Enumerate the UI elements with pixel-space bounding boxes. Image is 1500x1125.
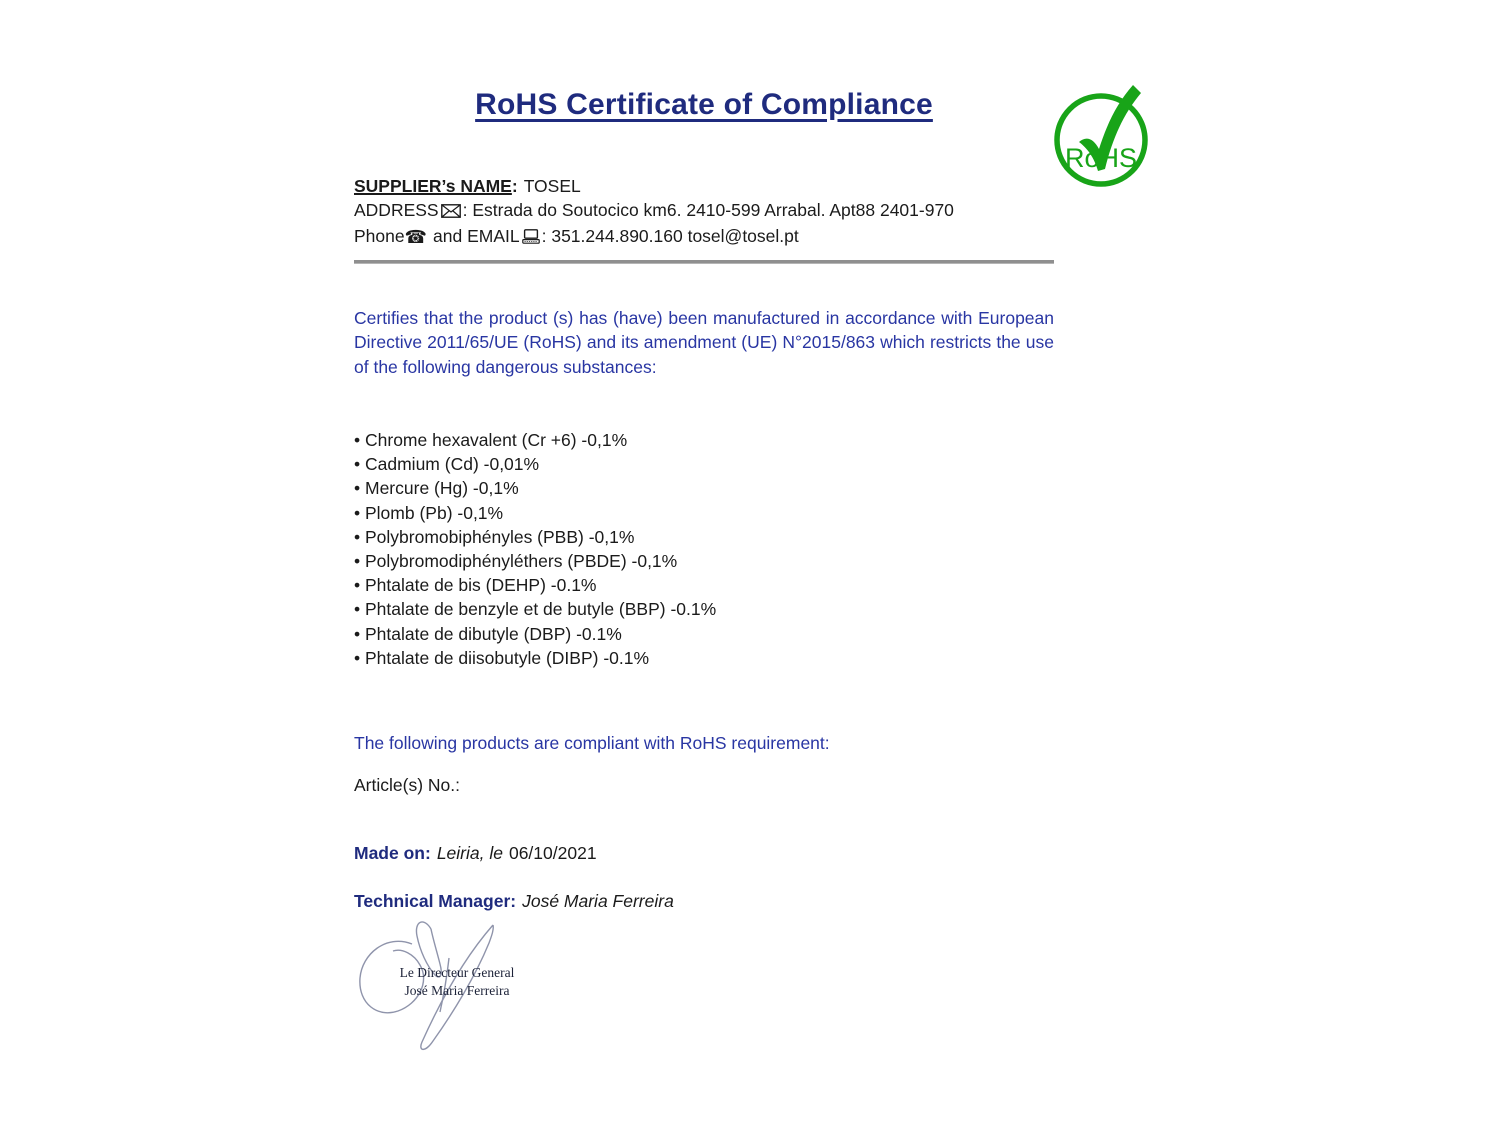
- substance-item: • Polybromobiphényles (PBB) -0,1%: [354, 525, 1054, 549]
- supplier-block: [354, 174, 1054, 250]
- signature-text: [382, 964, 532, 1000]
- articles-label: Article(s) No.:: [354, 775, 460, 795]
- substances-section: [354, 428, 1054, 670]
- substance-item: • Mercure (Hg) -0,1%: [354, 476, 1054, 500]
- supplier-name-line: [354, 174, 1054, 198]
- substance-item: • Phtalate de diisobutyle (DIBP) -0.1%: [354, 646, 1054, 670]
- page-title: RoHS Certificate of Compliance: [475, 88, 933, 121]
- substance-item: • Phtalate de bis (DEHP) -0.1%: [354, 573, 1054, 597]
- divider-line: [354, 260, 1054, 264]
- supplier-name-label: SUPPLIER’s NAME: [354, 176, 512, 196]
- substance-item: • Polybromodiphényléthers (PBDE) -0,1%: [354, 549, 1054, 573]
- technical-manager-name: José Maria Ferreira: [522, 891, 674, 911]
- address-value: Estrada do Soutocico km6. 2410-599 Arrabal. Apt88 2401-970: [472, 200, 954, 220]
- supplier-contact-line: [354, 224, 1054, 250]
- address-label: ADDRESS: [354, 200, 439, 220]
- substance-item: • Chrome hexavalent (Cr +6) -0,1%: [354, 428, 1054, 452]
- supplier-name-colon: :: [511, 176, 518, 196]
- made-on-line: [354, 843, 1054, 864]
- signature-block: [352, 916, 542, 1056]
- rohs-logo: [1053, 80, 1153, 188]
- address-separator: :: [462, 200, 473, 220]
- rohs-logo-label: RoHS: [1064, 143, 1138, 173]
- substance-item: • Phtalate de dibutyle (DBP) -0.1%: [354, 622, 1054, 646]
- made-on-label: Made on:: [354, 843, 431, 863]
- contact-value: 351.244.890.160 tosel@tosel.pt: [551, 226, 799, 246]
- phone-label: Phone: [354, 226, 405, 246]
- substance-item: • Plomb (Pb) -0,1%: [354, 501, 1054, 525]
- rohs-checkmark-icon: [1053, 80, 1153, 188]
- certification-statement: Certifies that the product (s) has (have) been manufactured in accordance with European Directive 2011/65/UE (RoHS) and its amendment (UE) N°2015/863 which restricts the use of the following dangerous substances:: [354, 308, 1054, 377]
- signature-line2: José Maria Ferreira: [404, 983, 510, 998]
- substance-item: • Phtalate de benzyle et de butyle (BBP) -0.1%: [354, 597, 1054, 621]
- telephone-icon: ☎: [404, 227, 428, 248]
- technical-manager-label: Technical Manager:: [354, 891, 517, 911]
- substance-list: [354, 428, 1054, 670]
- supplier-name-value: TOSEL: [523, 176, 581, 196]
- technical-manager-line: [354, 891, 1054, 912]
- and-email-label: and EMAIL: [433, 226, 520, 246]
- made-on-date: 06/10/2021: [508, 843, 597, 863]
- computer-icon: [522, 226, 540, 250]
- made-on-place: Leiria, le: [436, 843, 503, 863]
- supplier-address-line: [354, 198, 1054, 224]
- title-block: [354, 88, 1054, 122]
- substance-item: • Cadmium (Cd) -0,01%: [354, 452, 1054, 476]
- contact-separator: :: [541, 226, 552, 246]
- signature-line1: Le Directeur General: [399, 965, 515, 980]
- envelope-icon: [441, 200, 461, 224]
- compliance-statement: The following products are compliant with RoHS requirement:: [354, 733, 830, 753]
